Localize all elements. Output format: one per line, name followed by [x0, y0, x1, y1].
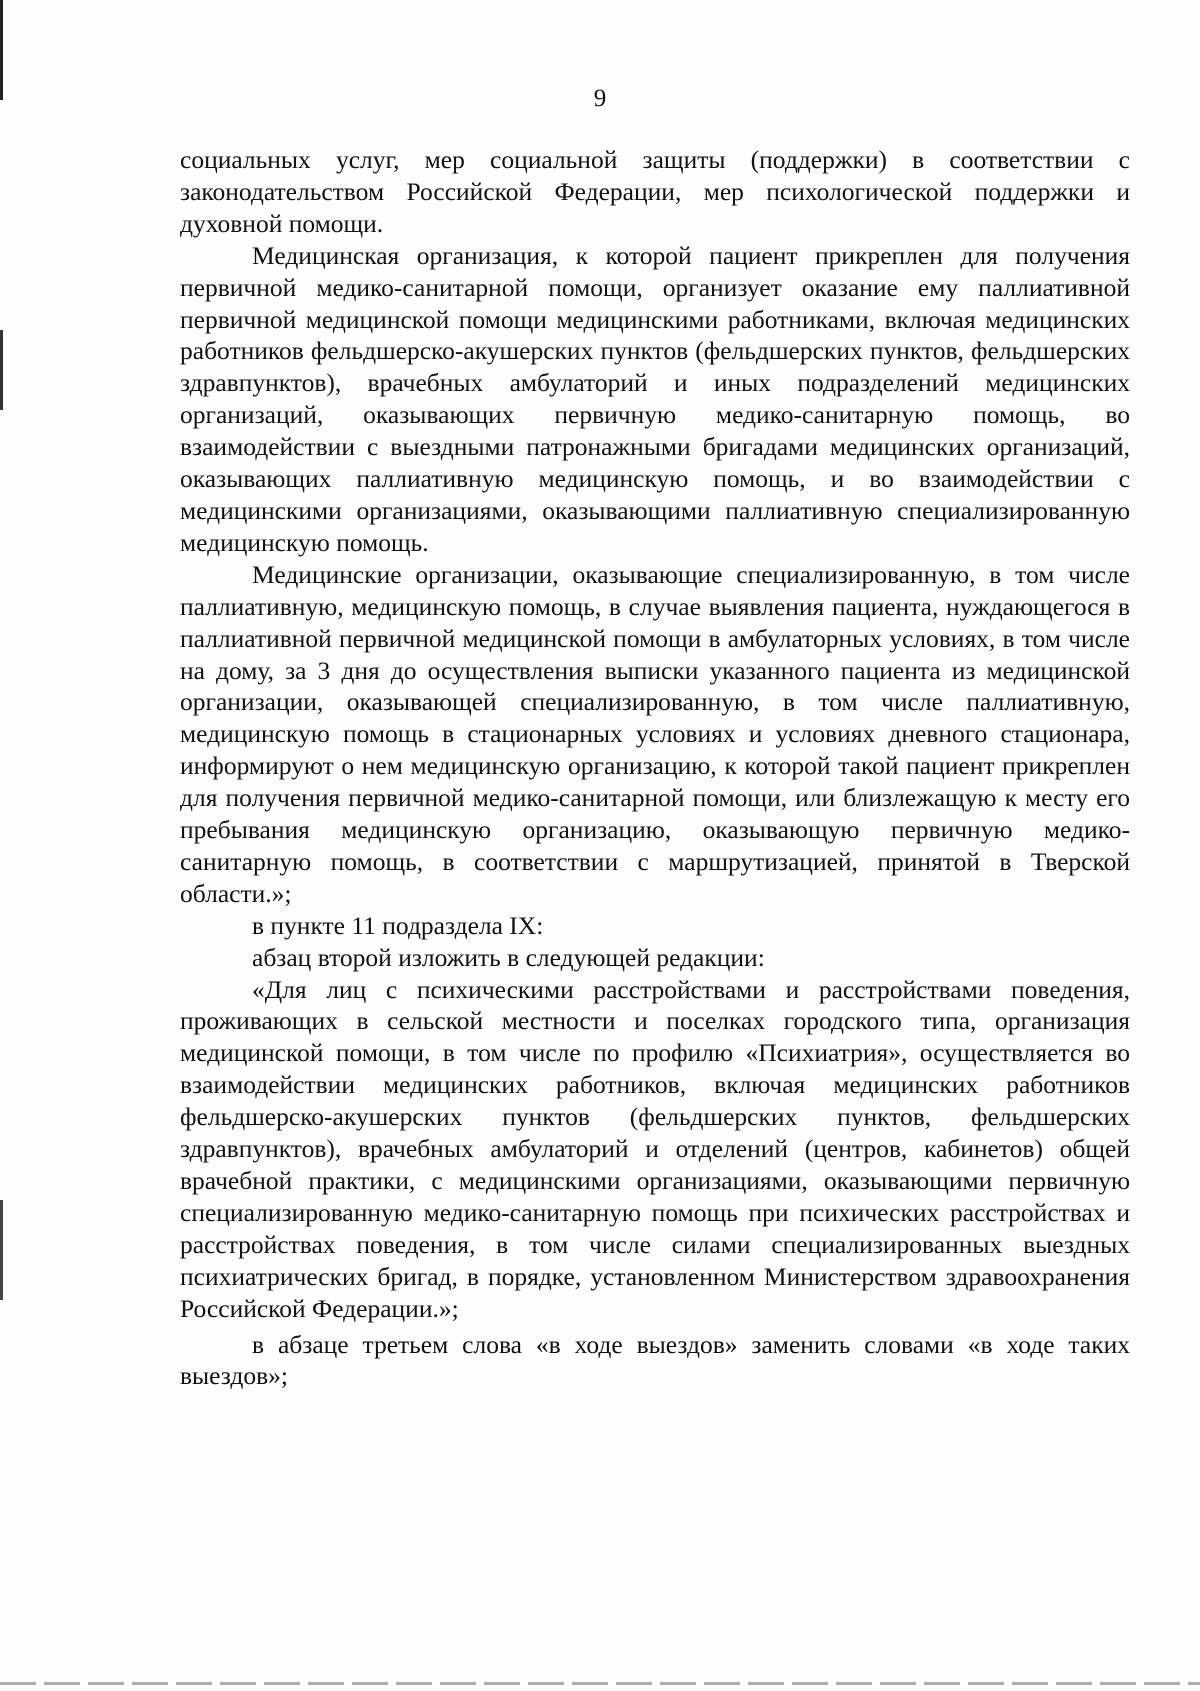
page-number: 9 [593, 85, 607, 112]
document-body [180, 144, 1130, 1392]
scan-edge-left [0, 0, 3, 1691]
paragraph-1: социальных услуг, мер социальной защиты (поддержки) в соответствии с законодательством Российской Федерации, мер психологической поддержки и духовной помощи. [180, 145, 1130, 238]
paragraph-3: Медицинские организации, оказывающие специализированную, в том числе паллиативную, медицинскую помощь, в случае выявления пациента, нуждающегося в паллиативной первичной медицинской помощи в амбулаторных условиях, в том числе на дому, за 3 дня до осуществления выписки указанного пациента из медицинской организации, оказывающей специализированную, в том числе паллиативную, медицинскую помощь в стационарных условиях и условиях дневного стационара, информируют о нем медицинскую организацию, к которой такой пациент прикреплен для получения первичной медико-санитарной помощи, или близлежащую к месту его пребывания медицинскую организацию, оказывающую первичную медико-санитарную помощь, в соответствии с маршрутизацией, принятой в Тверской области.»; [180, 559, 1130, 908]
paragraph-6: «Для лиц с психическими расстройствами и расстройствами поведения, проживающих в сельской местности и поселках городского типа, организация медицинской помощи, в том числе по профилю «Психиатрия», осуществляется во взаимодействии медицинских работников, включая медицинских работников фельдшерско-акушерских пунктов (фельдшерских пунктов, фельдшерских здравпунктов), врачебных амбулаторий и отделений (центров, кабинетов) общей врачебной практики, с медицинскими организациями, оказывающими первичную специализированную медико-санитарную помощь при психических расстройствах и расстройствах поведения, в том числе силами специализированных выездных психиатрических бригад, в порядке, установленном Министерством здравоохранения Российской Федерации.»; [180, 974, 1130, 1323]
scan-edge-bottom [0, 1682, 1200, 1685]
paragraph-2: Медицинская организация, к которой пациент прикреплен для получения первичной медико-санитарной помощи, организует оказание ему паллиативной первичной медицинской помощи медицинскими работниками, включая медицинских работников фельдшерско-акушерских пунктов (фельдшерских пунктов, фельдшерских здравпунктов), врачебных амбулаторий и иных подразделений медицинских организаций, оказывающих первичную медико-санитарную помощь, во взаимодействии с выездными патронажными бригадами медицинских организаций, оказывающих паллиативную медицинскую помощь, и во взаимодействии с медицинскими организациями, оказывающими паллиативную специализированную медицинскую помощь. [180, 240, 1130, 557]
paragraph-7: в абзаце третьем слова «в ходе выездов» заменить словами «в ходе таких выездов»; [180, 1329, 1130, 1391]
paragraph-4: в пункте 11 подраздела IX: [252, 910, 544, 940]
paragraph-5: абзац второй изложить в следующей редакции: [252, 942, 765, 972]
